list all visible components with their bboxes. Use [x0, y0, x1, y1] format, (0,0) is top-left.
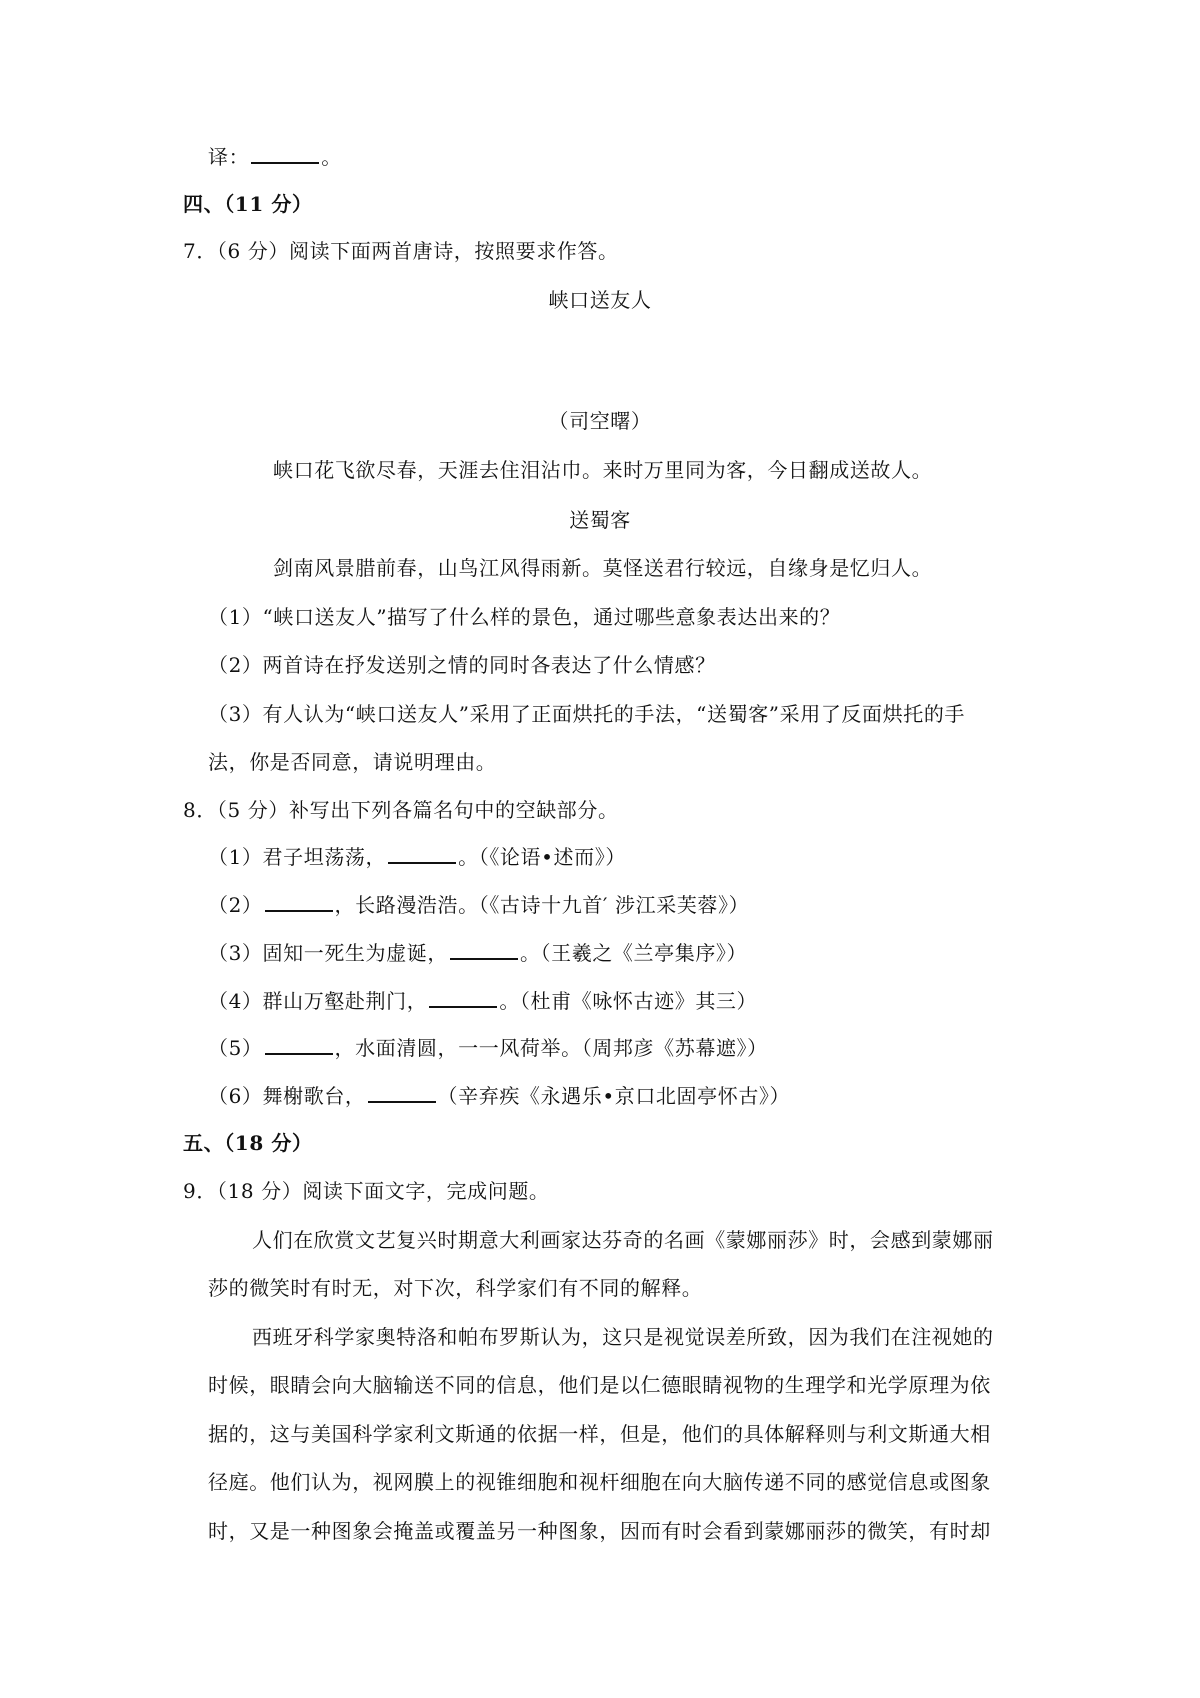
- poem-1-author: （司空曙）: [548, 409, 652, 433]
- passage-line: 径庭。他们认为，视网膜上的视锥细胞和视杆细胞在向大脑传递不同的感觉信息或图象: [208, 1470, 991, 1494]
- question-8-item: [208, 891, 749, 919]
- passage-line: 时候，眼睛会向大脑输送不同的信息，他们是以仁德眼睛视物的生理学和光学原理为依: [208, 1373, 991, 1397]
- item-before-text: （5）: [208, 1036, 263, 1060]
- passage-line: 人们在欣赏文艺复兴时期意大利画家达芬奇的名画《蒙娜丽莎》时，会感到蒙娜丽: [252, 1228, 994, 1252]
- question-8-item: [208, 987, 757, 1015]
- answer-blank: [265, 1035, 333, 1055]
- poem-1-text: 峡口花飞欲尽春，天涯去住泪沾巾。来时万里同为客，今日翻成送故人。: [273, 458, 933, 482]
- item-after-text: 。（《论语•述而》）: [458, 845, 626, 869]
- question-8-item: [208, 1082, 790, 1110]
- answer-blank: [265, 892, 333, 912]
- question-7-sub-1: （1）“峡口送友人”描写了什么样的景色，通过哪些意象表达出来的？: [208, 605, 841, 629]
- question-8-item: [208, 843, 626, 871]
- passage-line: 西班牙科学家奥特洛和帕布罗斯认为，这只是视觉误差所致，因为我们在注视她的: [252, 1325, 994, 1349]
- item-before-text: （6）舞榭歌台，: [208, 1084, 366, 1108]
- translation-prefix: 译：: [208, 145, 250, 169]
- item-after-text: 。（杜甫《咏怀古迹》其三）: [499, 989, 758, 1013]
- question-8-item: [208, 939, 747, 967]
- item-after-text: ，长路漫浩浩。（《古诗十九首′ 涉江采芙蓉》）: [334, 893, 750, 917]
- question-7-sub-2: （2）两首诗在抒发送别之情的同时各表达了什么情感？: [208, 653, 716, 677]
- question-8-item: [208, 1034, 768, 1062]
- answer-blank: [368, 1083, 436, 1103]
- poem-1-title: 峡口送友人: [548, 288, 652, 312]
- passage-line: 莎的微笑时有时无，对下次，科学家们有不同的解释。: [208, 1276, 703, 1300]
- answer-blank: [450, 940, 518, 960]
- question-9-stem: 9．（18 分）阅读下面文字，完成问题。: [183, 1179, 550, 1203]
- question-7-sub-3-line-1: （3）有人认为“峡口送友人”采用了正面烘托的手法，“送蜀客”采用了反面烘托的手: [208, 702, 966, 726]
- answer-blank: [251, 144, 319, 164]
- question-8-stem: 8．（5 分）补写出下列各篇名句中的空缺部分。: [183, 798, 619, 822]
- question-7-stem: 7．（6 分）阅读下面两首唐诗，按照要求作答。: [183, 239, 619, 263]
- item-after-text: ，水面清圆，一一风荷举。（周邦彦《苏幕遮》）: [334, 1036, 768, 1060]
- question-7-sub-3-line-2: 法，你是否同意，请说明理由。: [208, 750, 497, 774]
- poem-2-title: 送蜀客: [569, 508, 631, 532]
- item-after-text: 。（王羲之《兰亭集序》）: [519, 941, 748, 965]
- item-before-text: （4）群山万壑赴荆门，: [208, 989, 428, 1013]
- item-before-text: （3）固知一死生为虚诞，: [208, 941, 448, 965]
- answer-blank: [388, 844, 456, 864]
- section-heading-4: 四、（11 分）: [183, 192, 313, 216]
- passage-line: 时，又是一种图象会掩盖或覆盖另一种图象，因而有时会看到蒙娜丽莎的微笑，有时却: [208, 1519, 991, 1543]
- item-before-text: （1）君子坦荡荡，: [208, 845, 387, 869]
- item-before-text: （2）: [208, 893, 263, 917]
- passage-line: 据的，这与美国科学家利文斯通的依据一样，但是，他们的具体解释则与利文斯通大相: [208, 1422, 991, 1446]
- section-heading-5: 五、（18 分）: [183, 1131, 313, 1155]
- translation-suffix: 。: [321, 145, 342, 169]
- poem-2-text: 剑南风景腊前春，山鸟江风得雨新。莫怪送君行较远，自缘身是忆归人。: [273, 556, 933, 580]
- translation-line: [208, 143, 342, 171]
- answer-blank: [429, 988, 497, 1008]
- item-after-text: （辛弃疾《永遇乐•京口北固亭怀古》）: [437, 1084, 791, 1108]
